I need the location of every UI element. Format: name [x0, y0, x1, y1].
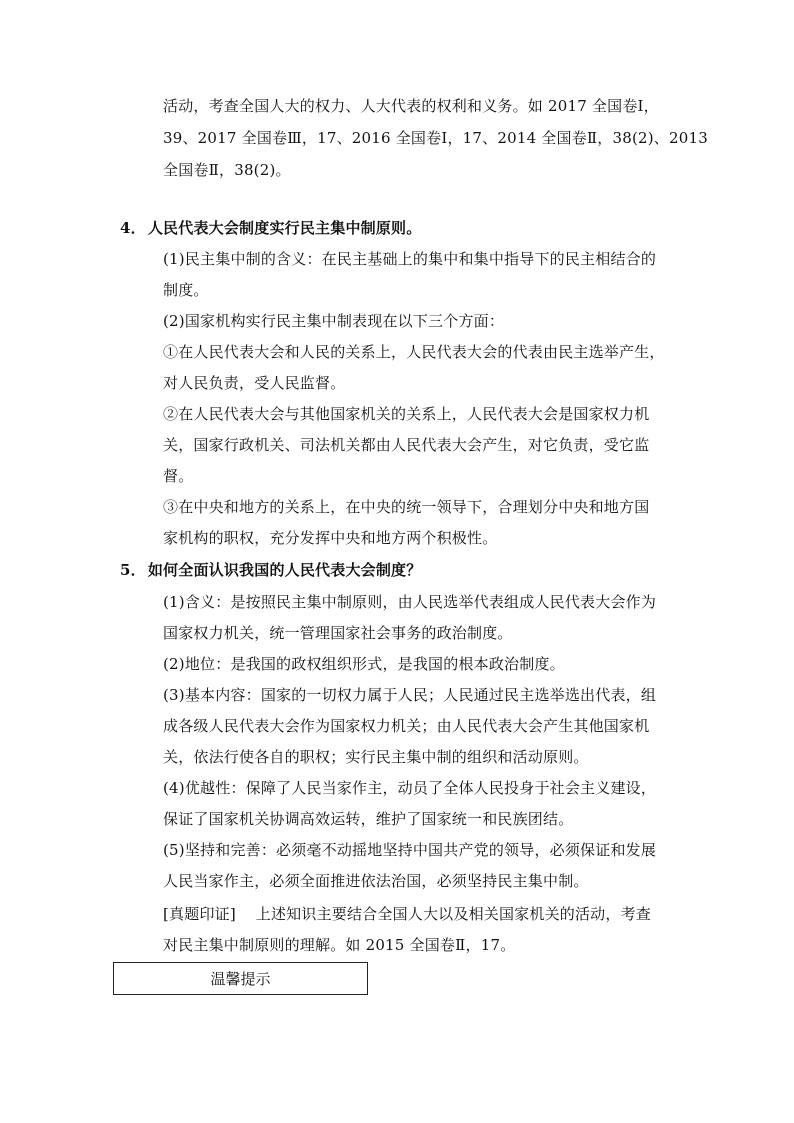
exam-reference-tag: [真题印证]: [163, 905, 236, 923]
section-5-line-7: (4)优越性：保障了人民当家作主，动员了全体人民投身于社会主义建设，: [163, 779, 657, 797]
section-5-heading: [120, 560, 421, 580]
exam-reference-line-2: 对民主集中制原则的理解。如 2015 全国卷Ⅱ，17。: [163, 936, 516, 954]
intro-line-3: 全国卷Ⅱ，38(2)。: [163, 161, 291, 179]
exam-reference-line-1: [163, 904, 651, 924]
section-4-title: 人民代表大会制度实行民主集中制原则。: [147, 219, 422, 237]
section-4-line-4: ①在人民代表大会和人民的关系上，人民代表大会的代表由民主选举产生，: [163, 343, 665, 361]
section-5-line-4: (3)基本内容：国家的一切权力属于人民；人民通过民主选举选出代表，组: [163, 686, 657, 704]
section-5-line-3: (2)地位：是我国的政权组织形式，是我国的根本政治制度。: [163, 655, 565, 673]
exam-reference-text-1: 上述知识主要结合全国人大以及相关国家机关的活动，考查: [255, 905, 651, 923]
section-5-line-5: 成各级人民代表大会作为国家权力机关；由人民代表大会产生其他国家机: [163, 717, 650, 735]
section-4-line-9: ③在中央和地方的关系上，在中央的统一领导下，合理划分中央和地方国: [163, 498, 650, 516]
section-5-title: 如何全面认识我国的人民代表大会制度？: [147, 561, 422, 579]
section-5-line-8: 保证了国家机关协调高效运转，维护了国家统一和民族团结。: [163, 810, 574, 828]
warm-tip-box: [113, 962, 368, 995]
section-4-line-10: 家机构的职权，充分发挥中央和地方两个积极性。: [163, 529, 498, 547]
section-5-line-9: (5)坚持和完善：必须毫不动摇地坚持中国共产党的领导，必须保证和发展: [163, 841, 657, 859]
warm-tip-title: 温馨提示: [210, 970, 271, 988]
section-4-heading: [120, 218, 421, 238]
section-4-line-1: (1)民主集中制的含义：在民主基础上的集中和集中指导下的民主相结合的: [163, 250, 657, 268]
section-4-line-7: 关，国家行政机关、司法机关都由人民代表大会产生，对它负责，受它监: [163, 436, 650, 454]
section-4-line-3: (2)国家机构实行民主集中制表现在以下三个方面：: [163, 312, 505, 330]
section-5-line-10: 人民当家作主，必须全面推进依法治国，必须坚持民主集中制。: [163, 872, 589, 890]
section-4-line-8: 督。: [163, 467, 194, 485]
section-5-line-1: (1)含义：是按照民主集中制原则，由人民选举代表组成人民代表大会作为: [163, 593, 657, 611]
section-4-line-2: 制度。: [163, 281, 209, 299]
section-5-line-6: 关，依法行使各自的职权；实行民主集中制的组织和活动原则。: [163, 748, 589, 766]
section-5-line-2: 国家权力机关，统一管理国家社会事务的政治制度。: [163, 624, 513, 642]
intro-line-1: 活动，考查全国人大的权力、人大代表的权利和义务。如 2017 全国卷Ⅰ，: [163, 97, 659, 115]
section-4-line-5: 对人民负责，受人民监督。: [163, 374, 346, 392]
section-4-line-6: ②在人民代表大会与其他国家机关的关系上，人民代表大会是国家权力机: [163, 405, 650, 423]
section-5-number: 5．: [120, 561, 146, 579]
section-4-number: 4．: [120, 219, 146, 237]
intro-line-2: 39、2017 全国卷Ⅲ，17、2016 全国卷Ⅰ，17、2014 全国卷Ⅱ，38(2)、2013: [163, 129, 708, 147]
